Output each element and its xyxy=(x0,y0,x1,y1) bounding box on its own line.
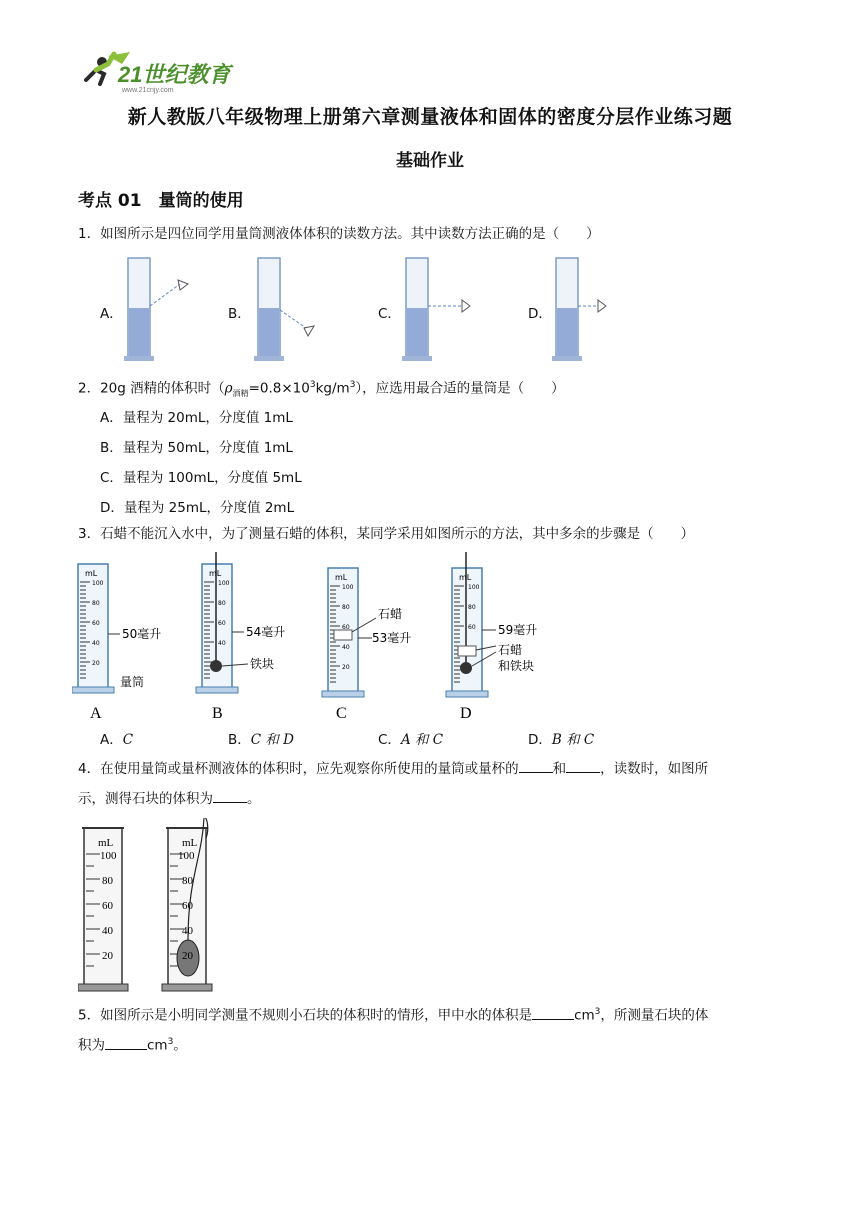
question-4-figure xyxy=(78,818,228,994)
svg-text:www.21cnjy.com: www.21cnjy.com xyxy=(122,87,174,94)
q5-blank-1[interactable] xyxy=(532,1005,574,1020)
q2-option-d[interactable]: D．量程为 25mL，分度值 2mL xyxy=(100,500,295,516)
svg-text:50毫升: 50毫升 xyxy=(122,627,162,641)
svg-text:40: 40 xyxy=(218,640,226,647)
svg-text:60: 60 xyxy=(92,620,100,627)
svg-text:100: 100 xyxy=(178,850,195,862)
q2-option-a[interactable]: A．量程为 20mL，分度值 1mL xyxy=(100,410,293,426)
question-1-text: 1．如图所示是四位同学用量筒测液体体积的读数方法。其中读数方法正确的是（ ） xyxy=(78,226,600,242)
q1-option-b[interactable]: B． xyxy=(228,306,251,322)
svg-text:石蜡: 石蜡 xyxy=(378,607,403,621)
page-title: 新人教版八年级物理上册第六章测量液体和固体的密度分层作业练习题 xyxy=(127,106,733,128)
svg-text:石蜡: 石蜡 xyxy=(498,643,523,657)
q4-blank-2[interactable] xyxy=(566,758,600,773)
q3-cylinder-b xyxy=(196,552,285,722)
q2-unit-exponent: 3 xyxy=(349,380,356,390)
q3-option-b[interactable]: B．C 和 D xyxy=(228,732,295,748)
svg-text:20: 20 xyxy=(102,950,113,962)
q2-prefix: 2．20g 酒精的体积时（ xyxy=(78,380,225,397)
svg-text:40: 40 xyxy=(92,640,100,647)
svg-text:60: 60 xyxy=(218,620,226,627)
q4-blank-3[interactable] xyxy=(213,788,247,803)
q2-rho-subscript: 酒精 xyxy=(232,389,249,399)
svg-text:60: 60 xyxy=(102,900,113,912)
question-1-figure xyxy=(0,254,860,364)
svg-text:100: 100 xyxy=(92,580,104,587)
cylinder-c xyxy=(402,258,470,361)
question-5-text: 5．如图所示是小明同学测量不规则小石块的体积时的情形，甲中水的体积是 $cm^3$，所测量石块的体 xyxy=(78,1002,778,1026)
q4-blank-1[interactable] xyxy=(519,758,553,773)
svg-text:53毫升: 53毫升 xyxy=(372,631,412,645)
cylinder-a xyxy=(124,258,188,361)
q3-option-c[interactable]: C．A 和 C xyxy=(378,732,444,748)
section-heading: 考点 01 量筒的使用 xyxy=(78,191,244,211)
q1-option-d[interactable]: D． xyxy=(528,306,552,322)
svg-text:40: 40 xyxy=(182,925,193,937)
svg-text:80: 80 xyxy=(218,600,226,607)
svg-text:100: 100 xyxy=(342,584,354,591)
svg-text:80: 80 xyxy=(92,600,100,607)
svg-text:80: 80 xyxy=(102,875,113,887)
q2-rho-symbol: ρ xyxy=(224,380,233,397)
svg-text:mL: mL xyxy=(98,837,114,849)
svg-text:21世纪教育: 21世纪教育 xyxy=(118,62,231,87)
q3-option-d[interactable]: D．B 和 C xyxy=(528,732,595,748)
q3-cylinder-a xyxy=(72,564,161,722)
svg-text:和铁块: 和铁块 xyxy=(498,659,535,673)
q4-cylinder-left xyxy=(78,828,128,991)
svg-text:60: 60 xyxy=(468,624,476,631)
svg-text:D: D xyxy=(460,705,472,722)
svg-text:mL: mL xyxy=(209,569,222,578)
svg-text:60: 60 xyxy=(182,900,193,912)
q3-cylinder-c xyxy=(322,568,411,722)
svg-text:mL: mL xyxy=(335,573,348,582)
q3-cylinder-d xyxy=(446,552,537,722)
question-3-text: 3．石蜡不能沉入水中，为了测量石蜡的体积，某同学采用如图所示的方法，其中多余的步骤是（ ） xyxy=(78,526,695,542)
question-5-text-line-2: 积为 $cm^3$。 xyxy=(78,1032,778,1056)
svg-text:100: 100 xyxy=(468,584,480,591)
q3-cylinders-drawing xyxy=(72,552,572,724)
svg-text:40: 40 xyxy=(102,925,113,937)
svg-text:80: 80 xyxy=(182,875,193,887)
q2-value: =0.8×10 xyxy=(248,380,310,397)
q5-blank-2[interactable] xyxy=(105,1035,147,1050)
q2-option-b[interactable]: B．量程为 50mL，分度值 1mL xyxy=(100,440,293,456)
svg-text:铁块: 铁块 xyxy=(250,657,275,671)
page-subtitle: 基础作业 xyxy=(396,151,464,171)
q1-cylinders-drawing xyxy=(0,254,860,364)
q2-unit: kg/m xyxy=(315,380,350,397)
question-4-text-line-2: 示，测得石块的体积为 。 xyxy=(78,788,778,809)
svg-text:mL: mL xyxy=(459,573,472,582)
q4-cylinder-right xyxy=(162,818,212,991)
cylinder-d xyxy=(552,258,606,361)
svg-text:100: 100 xyxy=(100,850,117,862)
logo xyxy=(78,50,258,94)
svg-text:60: 60 xyxy=(342,624,350,631)
svg-text:20: 20 xyxy=(342,664,350,671)
svg-text:20: 20 xyxy=(182,950,193,962)
svg-text:mL: mL xyxy=(182,837,198,849)
q1-option-c[interactable]: C． xyxy=(378,306,401,322)
svg-text:54毫升: 54毫升 xyxy=(246,625,286,639)
q3-option-a[interactable]: A．C xyxy=(100,732,134,748)
question-2-text xyxy=(78,375,778,404)
svg-text:A: A xyxy=(90,705,102,722)
q2-suffix: ），应选用最合适的量筒是（ ） xyxy=(355,380,565,397)
svg-text:80: 80 xyxy=(468,604,476,611)
svg-text:B: B xyxy=(212,705,223,722)
logo-runner-icon xyxy=(78,50,258,94)
cylinder-b xyxy=(254,258,314,361)
svg-text:20: 20 xyxy=(92,660,100,667)
q2-option-c[interactable]: C．量程为 100mL，分度值 5mL xyxy=(100,470,302,486)
question-3-figure xyxy=(72,552,572,724)
svg-text:80: 80 xyxy=(342,604,350,611)
q1-option-a[interactable]: A． xyxy=(100,306,123,322)
svg-text:量筒: 量筒 xyxy=(120,675,145,689)
q2-exponent: 3 xyxy=(309,380,316,390)
svg-text:40: 40 xyxy=(342,644,350,651)
svg-text:59毫升: 59毫升 xyxy=(498,623,538,637)
svg-text:C: C xyxy=(336,705,347,722)
q4-cylinders-drawing xyxy=(78,818,228,994)
svg-text:100: 100 xyxy=(218,580,230,587)
question-4-text: 4．在使用量筒或量杯测液体的体积时，应先观察你所使用的量筒或量杯的 和 ，读数时，如图所 xyxy=(78,758,778,779)
svg-text:mL: mL xyxy=(85,569,98,578)
